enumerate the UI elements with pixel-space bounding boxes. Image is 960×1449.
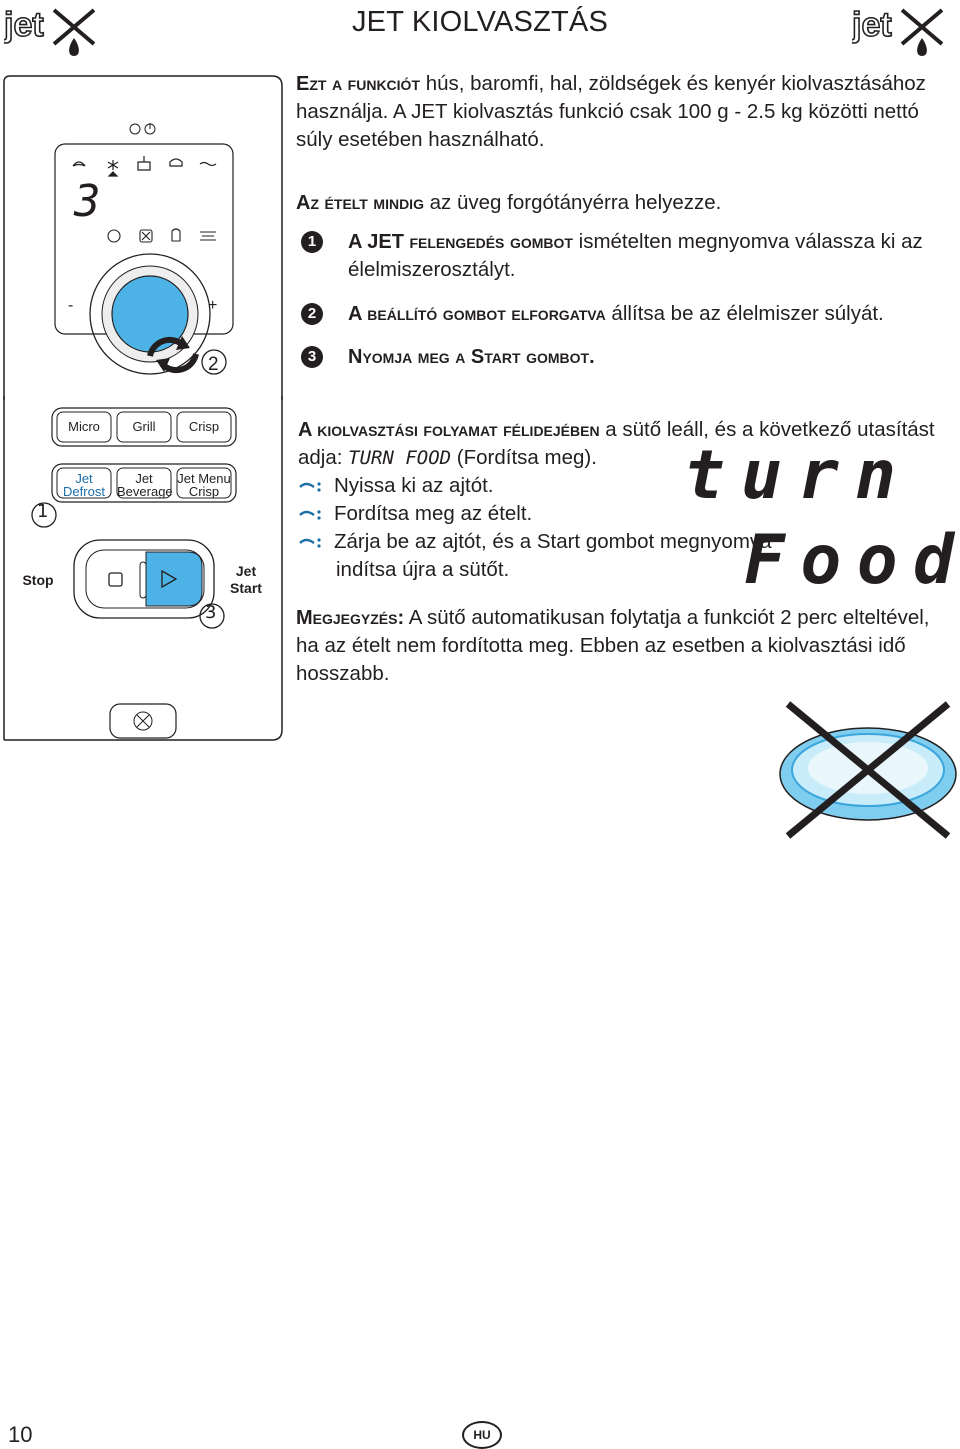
display-digit: 3	[74, 176, 101, 227]
svg-text:+: +	[208, 297, 218, 314]
step-1-badge: 1	[301, 231, 323, 253]
callout-2: 2	[208, 354, 219, 375]
crossed-turntable-illustration	[776, 696, 960, 844]
jet-logo-right	[852, 2, 948, 58]
language-badge: HU	[462, 1421, 502, 1449]
callout-3: 3	[205, 602, 217, 623]
button-crisp: Crisp	[188, 419, 220, 434]
svg-text:jet: jet	[852, 6, 892, 44]
hand-pointer-icon	[298, 536, 326, 550]
button-grill: Grill	[132, 419, 156, 434]
bullet-turn-food: Fordítsa meg az ételt.	[298, 500, 718, 528]
mode-icons	[108, 229, 216, 242]
step-1-text: A JET felengedés gombot ismételten megnyomva válassza ki az élelmiszerosztályt.	[348, 230, 923, 281]
step-3-text: Nyomja meg a Start gombot.	[348, 346, 595, 368]
intro-paragraph: Ezt a funkciót hús, baromfi, hal, zöldségek és kenyér kiolvasztásához használja. A JET kiolvasztás funkció csak 100 g - 2.5 kg közötti nettó súly esetében használható.	[296, 72, 926, 151]
step-2-text: A beállító gombot elforgatva állítsa be az élelmiszer súlyát.	[348, 302, 884, 325]
svg-text:Food: Food	[744, 521, 954, 588]
step-2-badge: 2	[301, 303, 323, 325]
food-class-icons	[73, 156, 216, 176]
button-jet-menu-crisp: Jet Menu Crisp	[177, 471, 231, 499]
page-number: 10	[8, 1422, 33, 1447]
svg-text:jet: jet	[4, 6, 44, 44]
stop-label: Stop	[22, 572, 54, 588]
button-micro: Micro	[68, 419, 100, 434]
page-title: JET KIOLVASZTÁS	[351, 6, 608, 38]
hand-pointer-icon	[298, 508, 326, 522]
midway-paragraph: A kiolvasztási folyamat félidejében a sütő leáll, és a következő utasítást adja: TURN FOOD (Fordítsa meg).	[298, 418, 935, 469]
hand-pointer-icon	[298, 480, 326, 494]
note-paragraph: Megjegyzés: A sütő automatikusan folytatja a funkciót 2 perc elteltével, ha az ételt nem fordította meg. Ebben az esetben a kiolvasztási idő hosszabb.	[296, 606, 930, 685]
timer-power-icon	[130, 123, 155, 134]
step-3-badge: 3	[301, 346, 323, 368]
button-jet-defrost: Jet Defrost	[63, 471, 105, 499]
svg-text:-: -	[68, 297, 74, 314]
svg-text:turn: turn	[684, 438, 896, 515]
control-panel-top-illustration	[0, 70, 290, 400]
start-label: Jet Start	[230, 563, 262, 596]
bullet-open-door: Nyissa ki az ajtót.	[298, 472, 718, 500]
lcd-turn-food	[680, 438, 956, 588]
bullet-close-door: Zárja be az ajtót, és a Start gombot megnyomva indítsa újra a sütőt.	[298, 528, 774, 584]
notice-paragraph: Az ételt mindig az üveg forgótányérra helyezze.	[296, 191, 722, 214]
callout-1: 1	[37, 501, 49, 522]
button-jet-beverage: Jet Beverage	[117, 471, 173, 499]
